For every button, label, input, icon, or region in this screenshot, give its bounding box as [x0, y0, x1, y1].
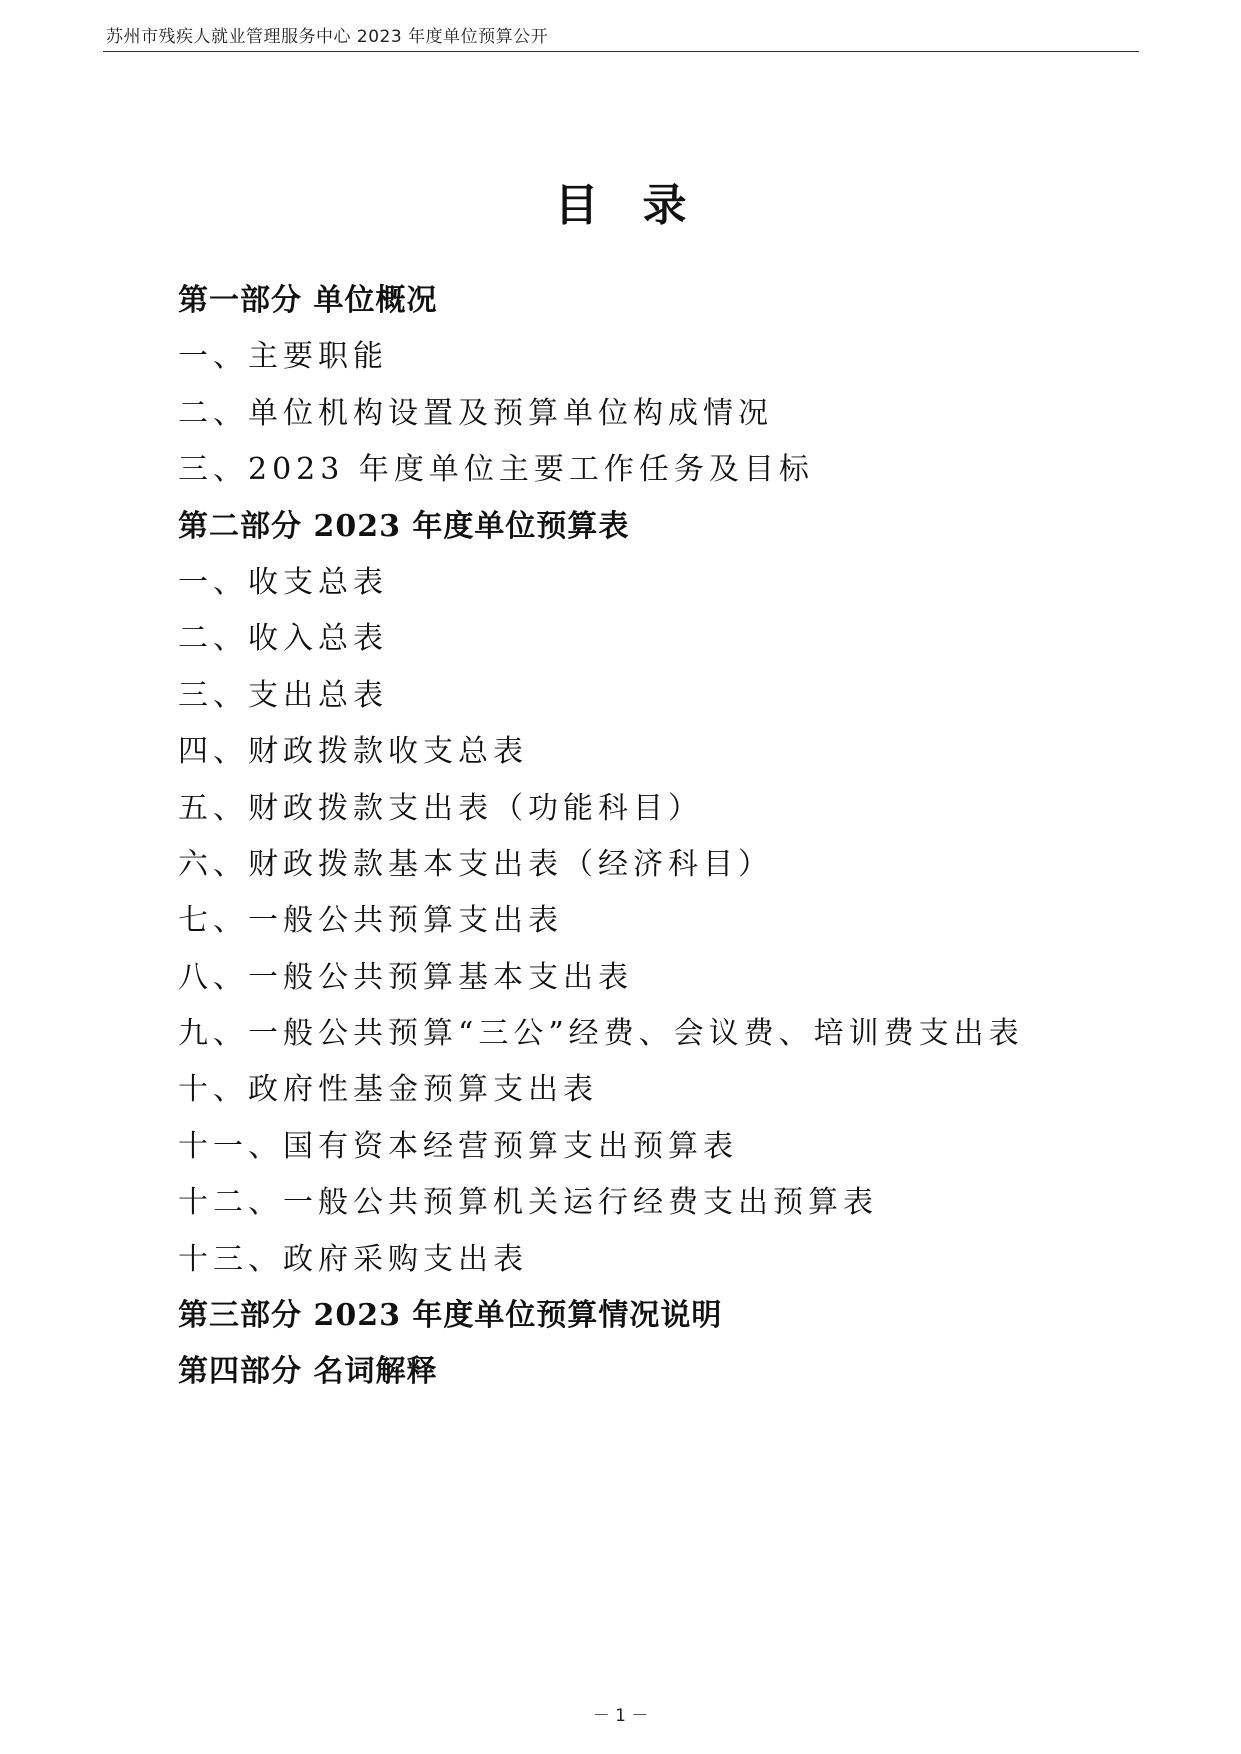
toc-section-entry: 六、财政拨款基本支出表（经济科目）: [178, 846, 773, 882]
page-number: － 1 －: [592, 1706, 649, 1726]
toc-part-heading: 第四部分 名词解释: [178, 1354, 438, 1390]
toc-section-entry: 一、收支总表: [178, 564, 388, 600]
toc-section-entry: 十三、政府采购支出表: [178, 1241, 528, 1277]
toc-part-heading: 第三部分 2023 年度单位预算情况说明: [178, 1298, 723, 1334]
toc-part-heading: 第二部分 2023 年度单位预算表: [178, 508, 630, 544]
toc-section-entry: 三、支出总表: [178, 677, 388, 713]
toc-section-entry: 十一、国有资本经营预算支出预算表: [178, 1128, 738, 1164]
toc-section-entry: 九、一般公共预算“三公”经费、会议费、培训费支出表: [178, 1016, 1024, 1052]
toc-section-entry: 四、财政拨款收支总表: [178, 734, 528, 770]
toc-section-entry: 三、2023 年度单位主要工作任务及目标: [178, 452, 814, 488]
toc-section-entry: 五、财政拨款支出表（功能科目）: [178, 790, 703, 826]
toc-section-entry: 二、收入总表: [178, 621, 388, 657]
toc-section-entry: 一、主要职能: [178, 339, 388, 375]
header-divider: [103, 51, 1139, 52]
toc-part-heading: 第一部分 单位概况: [178, 283, 438, 318]
running-header: 苏州市残疾人就业管理服务中心 2023 年度单位预算公开: [106, 27, 549, 47]
toc-section-entry: 二、单位机构设置及预算单位构成情况: [178, 395, 773, 431]
toc-section-entry: 八、一般公共预算基本支出表: [178, 959, 633, 995]
toc-list: [178, 273, 1024, 1401]
toc-section-entry: 十二、一般公共预算机关运行经费支出预算表: [178, 1185, 878, 1221]
toc-title: 目录: [554, 180, 731, 231]
toc-section-entry: 七、一般公共预算支出表: [178, 903, 563, 939]
toc-section-entry: 十、政府性基金预算支出表: [178, 1072, 598, 1108]
